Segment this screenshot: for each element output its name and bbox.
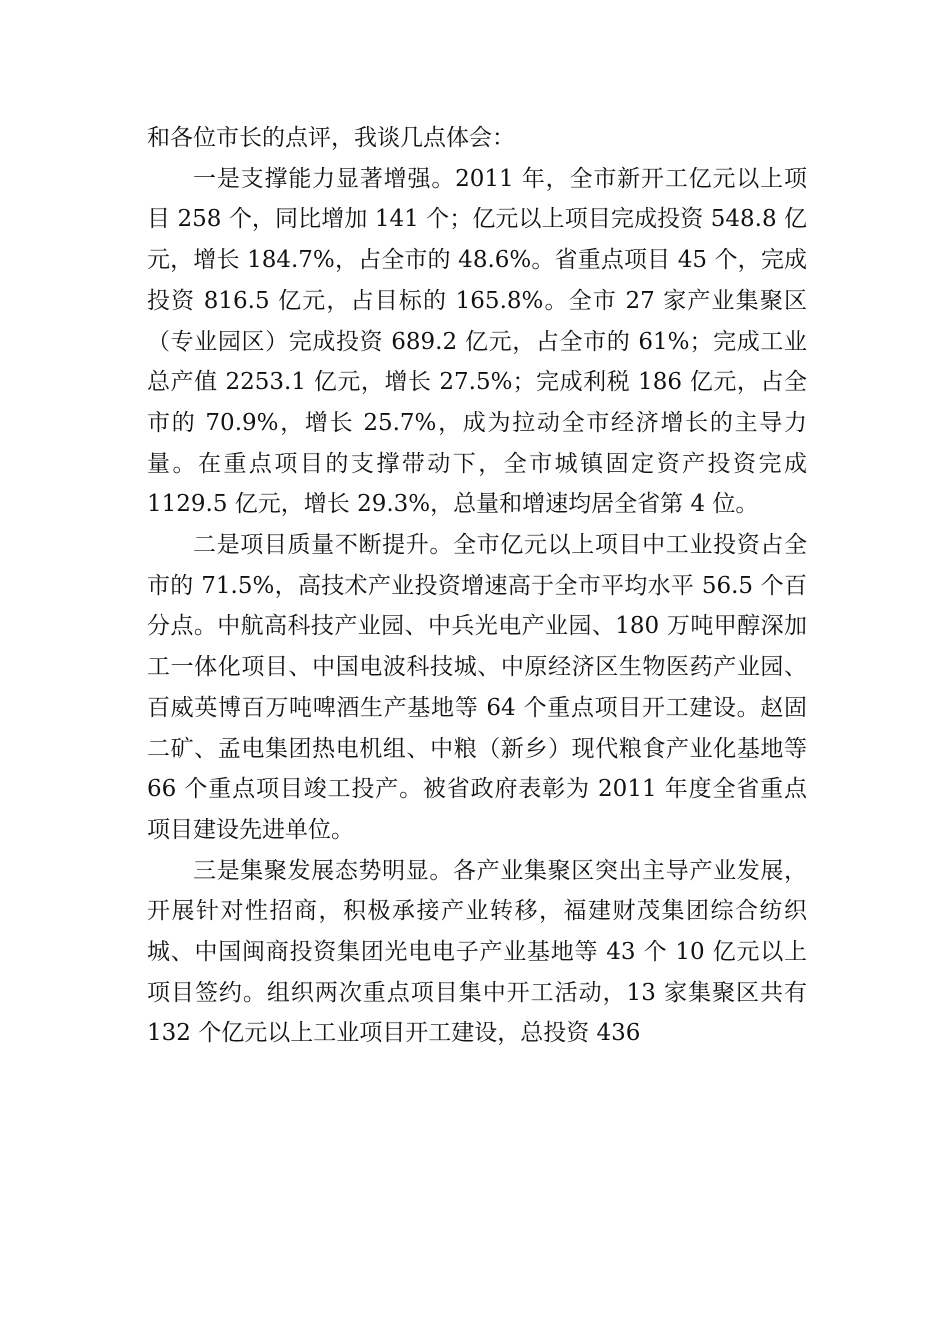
paragraph-intro: 和各位市长的点评，我谈几点体会： xyxy=(147,125,515,151)
document-body xyxy=(147,118,807,1054)
paragraph-support-capacity: 一是支撑能力显著增强。2011 年，全市新开工亿元以上项目 258 个，同比增加 141 个；亿元以上项目完成投资 548.8 亿元，增长 184.7%，占全市的 48.6%。省重点项目 45 个，完成投资 816.5 亿元，占目标的 165.8%。全市 27 家产业集聚区（专业园区）完成投资 689.2 亿元，占全市的 61%；完成工业总产值 2253.1 亿元，增长 27.5%；完成利税 186 亿元，占全市的 70.9%，增长 25.7%，成为拉动全市经济增长的主导力量。在重点项目的支撑带动下，全市城镇固定资产投资完成 1129.5 亿元，增长 29.3%，总量和增速均居全省第 4 位。 xyxy=(147,165,807,518)
paragraph-project-quality: 二是项目质量不断提升。全市亿元以上项目中工业投资占全市的 71.5%，高技术产业投资增速高于全市平均水平 56.5 个百分点。中航高科技产业园、中兵光电产业园、180 万吨甲醇深加工一体化项目、中国电波科技城、中原经济区生物医药产业园、百威英博百万吨啤酒生产基地等 64 个重点项目开工建设。赵固二矿、孟电集团热电机组、中粮（新乡）现代粮食产业化基地等 66 个重点项目竣工投产。被省政府表彰为 2011 年度全省重点项目建设先进单位。 xyxy=(147,532,807,843)
paragraph-cluster-development: 三是集聚发展态势明显。各产业集聚区突出主导产业发展，开展针对性招商，积极承接产业转移，福建财茂集团综合纺织城、中国闽商投资集团光电电子产业基地等 43 个 10 亿元以上项目签约。组织两次重点项目集中开工活动，13 家集聚区共有 132 个亿元以上工业项目开工建设，总投资 436 xyxy=(147,857,807,1047)
